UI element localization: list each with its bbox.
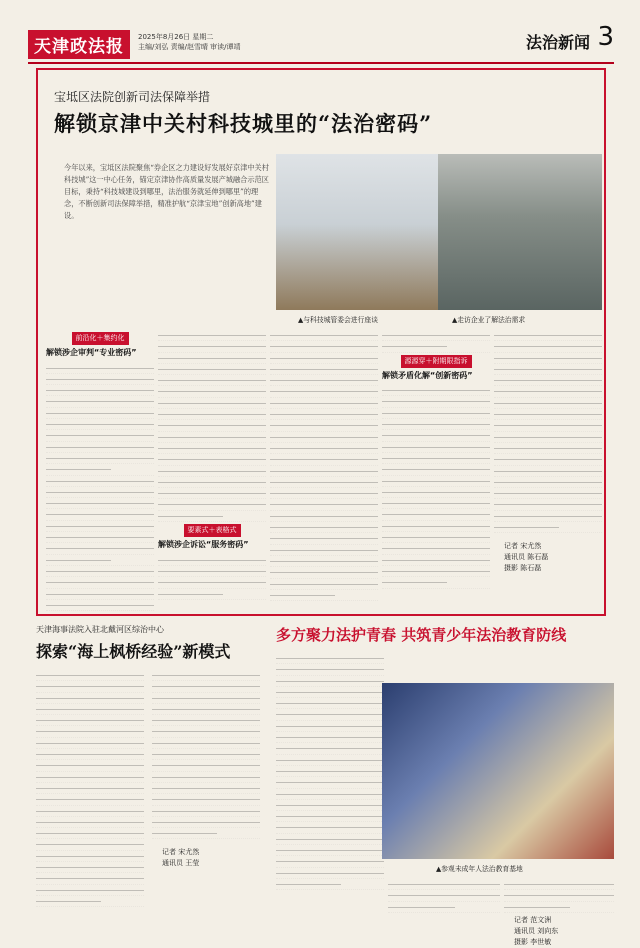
story2-kicker: 天津海事法院入驻北戴河区综治中心 — [36, 625, 164, 634]
feature-col-5 — [494, 330, 602, 612]
text-block — [494, 330, 602, 533]
feature-headline: 解锁京津中关村科技城里的“法治密码” — [54, 111, 433, 136]
story3-body — [276, 653, 614, 946]
feature-body — [46, 330, 602, 612]
feature-col-1 — [46, 330, 154, 612]
subhead-1: 解锁涉企审判“专业密码” — [46, 348, 137, 358]
byline-reporter: 记者 宋尤然 — [504, 542, 542, 551]
photo-youth-education-base — [382, 683, 614, 859]
feature-article — [36, 68, 606, 616]
story3-col-2 — [388, 879, 500, 919]
section-tag-3: 源源穿＋附期限指诉 — [401, 355, 472, 368]
story3-byline — [504, 915, 614, 948]
feature-col-3 — [270, 330, 378, 612]
feature-byline — [494, 541, 602, 574]
story3-caption: ▲参观未成年人法治教育基地 — [436, 865, 523, 873]
text-block — [46, 363, 154, 612]
issue-date: 2025年8月26日 星期二 — [138, 33, 214, 41]
text-block — [36, 670, 144, 907]
feature-kicker: 宝坻区法院创新司法保障举措 — [54, 90, 211, 104]
story2-col-1 — [36, 670, 144, 910]
story3-headline: 多方聚力法护青春 共筑青少年法治教育防线 — [276, 626, 567, 644]
text-block — [158, 330, 266, 522]
text-block — [382, 330, 490, 353]
text-block — [158, 555, 266, 600]
story2-byline — [152, 847, 260, 869]
byline-reporter: 记者 范文洲 — [514, 915, 552, 924]
newspaper-logo: 天津政法报 — [28, 30, 130, 59]
photo-caption-visit: ▲走访企业了解法治需求 — [452, 316, 526, 324]
byline-photographer: 摄影 陈石磊 — [504, 564, 542, 573]
photo-factory-visit — [438, 154, 602, 310]
masthead — [28, 24, 614, 64]
story2-headline: 探索“海上枫桥经验”新模式 — [36, 642, 231, 661]
section-title: 法治新闻 — [525, 33, 590, 52]
feature-col-4 — [382, 330, 490, 612]
byline-photographer: 摄影 李世敏 — [514, 937, 552, 946]
byline-correspondent: 通讯员 王莹 — [162, 859, 200, 868]
byline-correspondent: 通讯员 陈石磊 — [504, 553, 549, 562]
text-block — [276, 653, 384, 890]
story2-body — [36, 670, 270, 930]
text-block — [270, 330, 378, 601]
text-block — [152, 670, 260, 839]
text-block — [504, 879, 614, 913]
feature-lead: 今年以来，宝坻区法院聚焦“券企区之力建设好发展好京津中关村科技城”这一中心任务，锚定京津协作高质量发展产城融合示范区目标，秉持“科技城建设到哪里，法治服务就延伸到哪里”的理念，不断创新司法保障举措，精准护航“京津宝地”创新高地”建设。 — [64, 163, 269, 220]
text-block — [382, 385, 490, 588]
section-tag-2: 要素式＋表格式 — [184, 524, 241, 537]
photo-caption-meeting: ▲与科技城管委会进行座谈 — [298, 316, 378, 324]
maritime-court-article — [36, 624, 270, 924]
text-block — [388, 879, 500, 913]
byline-correspondent: 通讯员 刘向东 — [514, 926, 559, 935]
story3-col-3 — [504, 879, 614, 946]
subhead-3: 解锁矛盾化解“创新密码” — [382, 370, 473, 380]
youth-legal-education-article — [276, 624, 614, 946]
byline-reporter: 记者 宋尤然 — [162, 848, 200, 857]
issue-meta — [138, 32, 241, 52]
subhead-2: 解锁涉企诉讼“服务密码” — [158, 540, 249, 550]
photo-meeting — [276, 154, 438, 310]
issue-editors: 主编/刘弘 责编/赵雪晴 审读/谭靖 — [138, 43, 241, 51]
page-number: 3 — [597, 22, 614, 52]
story3-col-1 — [276, 653, 384, 893]
section-tag-1: 前沿化＋集约化 — [72, 332, 129, 345]
story2-col-2 — [152, 670, 260, 910]
feature-col-2 — [158, 330, 266, 612]
